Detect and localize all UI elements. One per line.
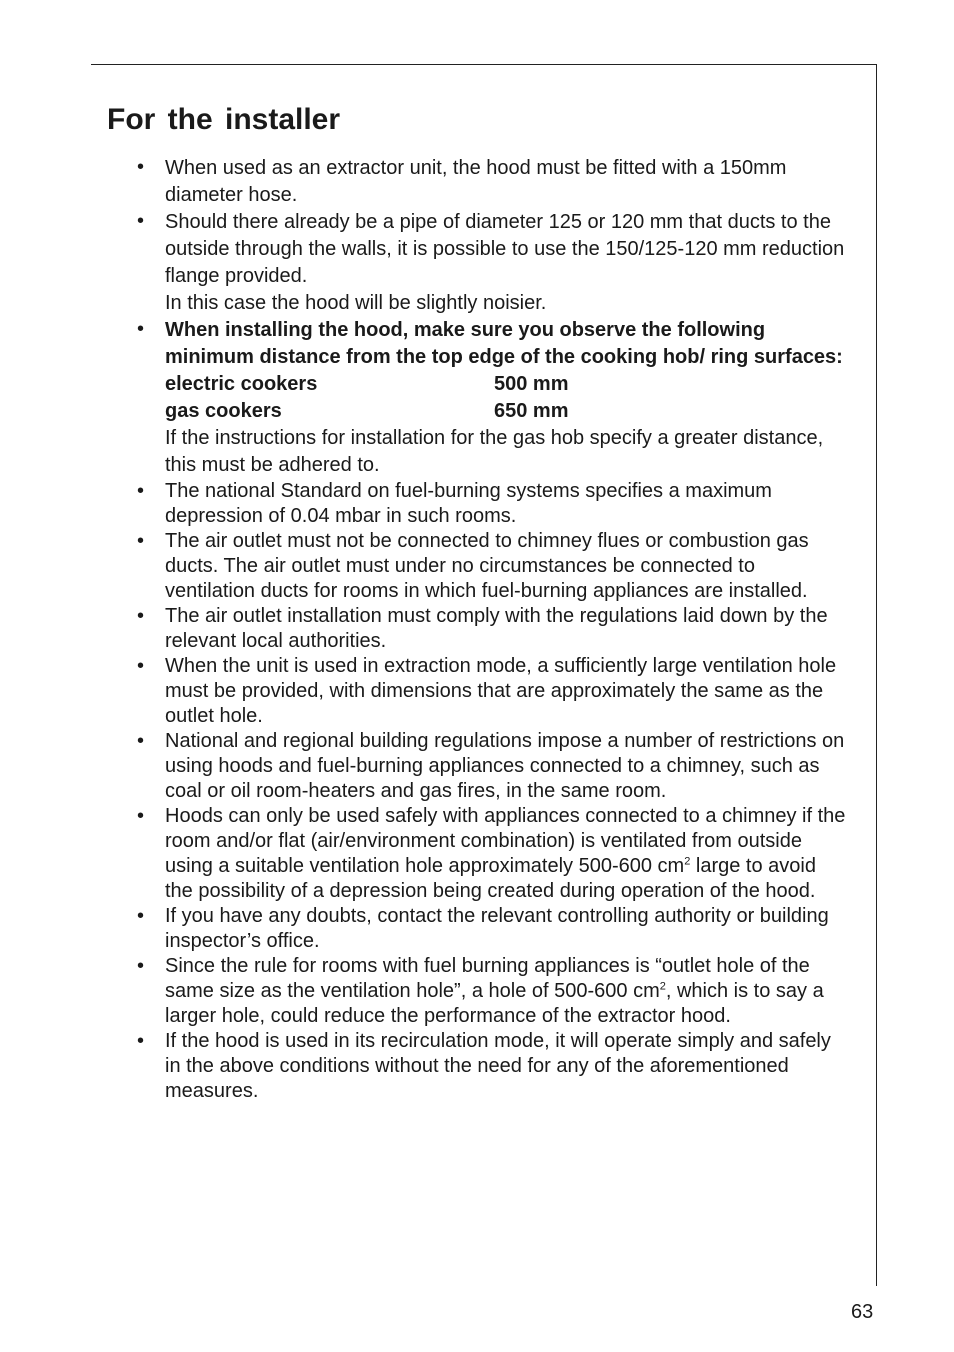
bullet-icon: • bbox=[137, 905, 145, 927]
item-text: If you have any doubts, contact the relevant controlling authority or building inspector’s office. bbox=[165, 905, 829, 952]
list-item bbox=[137, 209, 849, 317]
item-text bbox=[165, 954, 849, 1029]
item-note: In this case the hood will be slightly noisier. bbox=[165, 292, 547, 314]
bullet-icon: • bbox=[137, 805, 145, 827]
item-text: The air outlet installation must comply with the regulations laid down by the relevant local authorities. bbox=[165, 605, 828, 652]
side-rule bbox=[876, 64, 877, 1286]
item-text: When used as an extractor unit, the hood must be fitted with a 150mm diameter hose. bbox=[165, 157, 787, 206]
installer-list bbox=[137, 155, 849, 1104]
superscript: 2 bbox=[684, 855, 691, 868]
item-text: When the unit is used in extraction mode, a sufficiently large ventilation hole must be provided, with dimensions that are approximately the same as the outlet hole. bbox=[165, 655, 837, 727]
bullet-icon: • bbox=[137, 530, 145, 552]
list-item bbox=[137, 155, 849, 209]
list-item bbox=[137, 904, 849, 954]
item-text: National and regional building regulations impose a number of restrictions on using hoods and fuel-burning appliances connected to a chimney, such as coal or oil room-heaters and gas fires, in the same room. bbox=[165, 730, 845, 802]
item-note: If the instructions for installation for the gas hob specify a greater distance, this must be adhered to. bbox=[165, 427, 824, 476]
item-text bbox=[165, 804, 849, 904]
item-text-part: Since the rule for rooms with fuel burning appliances is “outlet hole of the same size as the ventilation hole”, a hole of 500-600 cm bbox=[165, 955, 810, 1002]
page-number: 63 bbox=[851, 1301, 874, 1323]
bullet-icon: • bbox=[137, 955, 145, 977]
item-text: If the hood is used in its recirculation mode, it will operate simply and safely in the above conditions without the need for any of the aforementioned measures. bbox=[165, 1030, 831, 1102]
list-item bbox=[137, 654, 849, 729]
bullet-icon: • bbox=[137, 605, 145, 627]
distance-label: electric cookers bbox=[165, 373, 318, 395]
list-item bbox=[137, 479, 849, 529]
item-text-part: large to avoid the possibility of a depression being created during operation of the hood. bbox=[165, 855, 816, 902]
item-text-part: , which is to say a larger hole, could reduce the performance of the extractor hood. bbox=[165, 980, 824, 1027]
item-text-part: Hoods can only be used safely with appliances connected to a chimney if the room and/or flat (air/environment combination) is ventilated from outside using a suitable ventilation hole approximately 500-600 cm bbox=[165, 805, 846, 877]
minimum-distance-text: When installing the hood, make sure you observe the following minimum distance from the top edge of the cooking hob/ ring surfaces: bbox=[165, 319, 843, 368]
item-text: The air outlet must not be connected to chimney flues or combustion gas ducts. The air outlet must under no circumstances be connected to ventilation ducts for rooms in which fuel-burning appliances are installed. bbox=[165, 530, 809, 602]
bullet-icon: • bbox=[137, 655, 145, 677]
list-item bbox=[137, 604, 849, 654]
distance-label: gas cookers bbox=[165, 400, 282, 422]
distance-row-electric bbox=[165, 371, 849, 398]
page-title: For the installer bbox=[107, 103, 341, 136]
bullet-icon: • bbox=[137, 1030, 145, 1052]
bullet-icon: • bbox=[137, 318, 145, 340]
distance-row-gas bbox=[165, 398, 849, 425]
bullet-icon: • bbox=[137, 480, 145, 502]
distance-value: 650 mm bbox=[494, 400, 569, 422]
list-item bbox=[137, 1029, 849, 1104]
top-rule bbox=[91, 64, 877, 65]
list-item bbox=[137, 804, 849, 904]
list-item bbox=[137, 729, 849, 804]
list-item bbox=[137, 954, 849, 1029]
bullet-icon: • bbox=[137, 210, 145, 232]
bullet-icon: • bbox=[137, 730, 145, 752]
list-item bbox=[137, 317, 849, 479]
superscript: 2 bbox=[659, 980, 666, 993]
list-item bbox=[137, 529, 849, 604]
item-text: Should there already be a pipe of diameter 125 or 120 mm that ducts to the outside through the walls, it is possible to use the 150/125-120 mm reduction flange provided. bbox=[165, 211, 845, 287]
distance-value: 500 mm bbox=[494, 373, 569, 395]
bullet-icon: • bbox=[137, 156, 145, 178]
item-text: The national Standard on fuel-burning systems specifies a maximum depression of 0.04 mbar in such rooms. bbox=[165, 480, 772, 527]
